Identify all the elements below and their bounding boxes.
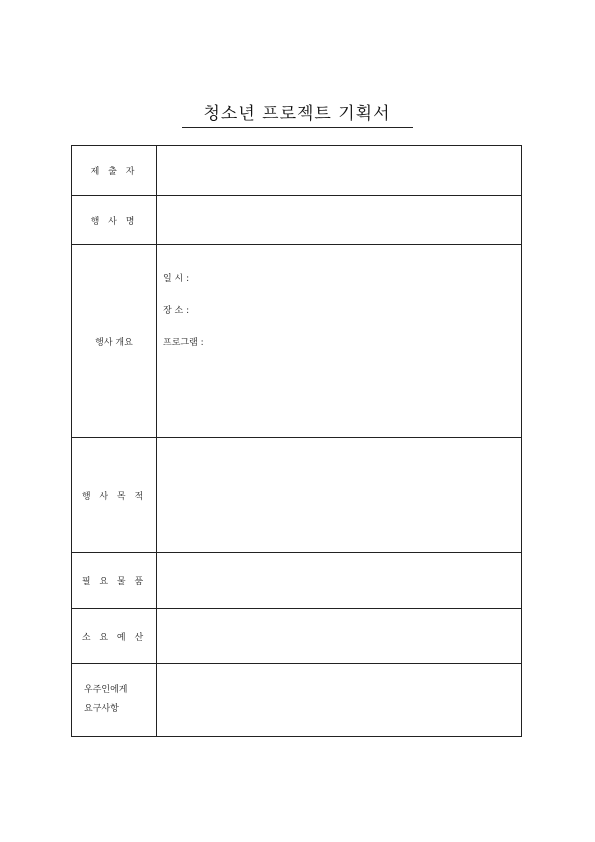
form-row-supplies	[72, 553, 522, 609]
form-row-budget	[72, 609, 522, 664]
planning-form-table	[71, 145, 522, 737]
request-label	[72, 664, 157, 737]
event-name-field[interactable]	[157, 196, 522, 245]
overview-location: 장 소 :	[163, 306, 190, 316]
supplies-field[interactable]	[157, 553, 522, 609]
overview-datetime: 일 시 :	[163, 274, 190, 284]
document-title-area	[182, 104, 412, 124]
supplies-label: 필 요 물 품	[72, 553, 157, 609]
overview-field[interactable]	[157, 245, 522, 438]
overview-program: 프로그램 :	[163, 338, 204, 348]
budget-field[interactable]	[157, 609, 522, 664]
title-underline	[182, 127, 413, 128]
form-row-purpose	[72, 438, 522, 553]
purpose-field[interactable]	[157, 438, 522, 553]
budget-label: 소 요 예 산	[72, 609, 157, 664]
overview-list	[157, 245, 521, 351]
request-label-line1: 우주인에게	[84, 685, 128, 695]
form-row-request	[72, 664, 522, 737]
form-row-overview	[72, 245, 522, 438]
purpose-label: 행 사 목 적	[72, 438, 157, 553]
form-row-event-name	[72, 196, 522, 245]
request-label-line2: 요구사항	[84, 704, 119, 714]
document-title: 청소년 프로젝트 기획서	[203, 104, 391, 124]
submitter-field[interactable]	[157, 146, 522, 196]
event-name-label: 행 사 명	[72, 196, 157, 245]
submitter-label: 제 출 자	[72, 146, 157, 196]
form-row-submitter	[72, 146, 522, 196]
overview-label: 행사 개요	[72, 245, 157, 438]
request-field[interactable]	[157, 664, 522, 737]
